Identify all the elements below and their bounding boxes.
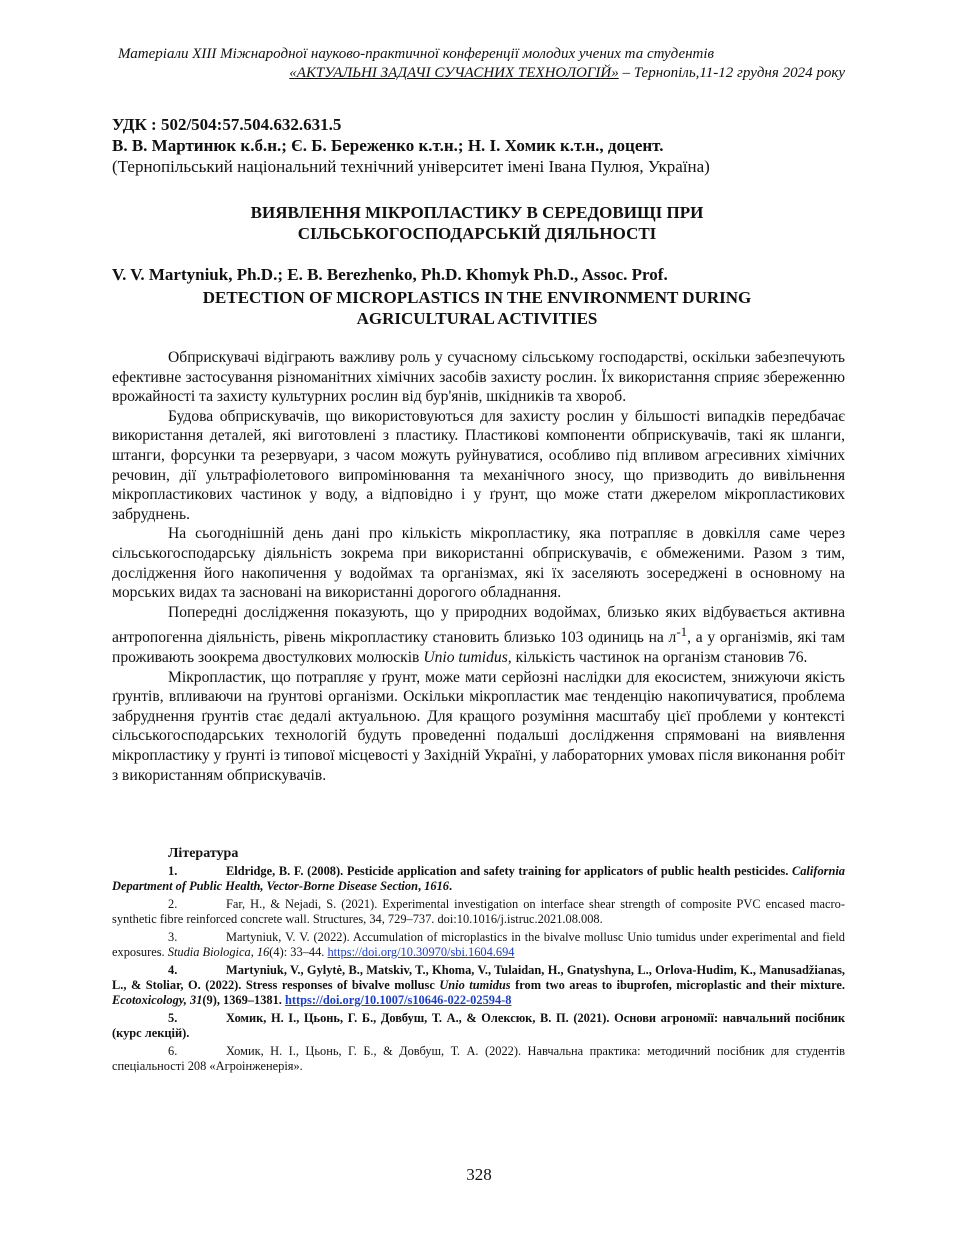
conference-header (115, 45, 845, 83)
reference-item (112, 1011, 845, 1041)
udk-code: УДК : 502/504:57.504.632.631.5 (112, 115, 342, 134)
title-ukrainian-line-1: ВИЯВЛЕННЯ МІКРОПЛАСТИКУ В СЕРЕДОВИЩІ ПРИ (250, 203, 704, 222)
species-name: Unio tumidus, (423, 649, 512, 667)
reference-text: from two areas to ibuprofen, microplastic and their mixture. (510, 978, 845, 992)
title-ukrainian-line-2: СІЛЬСЬКОГОСПОДАРСЬКІЙ ДІЯЛЬНОСТІ (297, 224, 657, 243)
reference-text: Хомик, Н. І., Цьонь, Г. Б., & Довбуш, Т. А. (2022). Навчальна практика: методичний посібник для студентів спеціальності 208 «Агроінженерія». (112, 1044, 845, 1073)
reference-journal: Ecotoxicology, 31 (112, 993, 203, 1007)
reference-number: 4. (168, 963, 178, 977)
paragraph: Мікропластик, що потрапляє у ґрунт, може мати серйозні наслідки для екосистем, знижуючи якість ґрунтів, впливаючи на ґрунтові організми. Оскільки мікропластик має тенденцію накопичуватися, проблема забруднення ґрунтів стає дедалі актуальною. Для кращого розуміння масштабу цієї проблеми у контексті сільськогосподарських технологій будуть проведенні подальші дослідження спрямовані на виявлення мікропластику у ґрунті із типової місцевості у Західній Україні, у лабораторних умовах після виконання робіт з використанням обприскувачів. (112, 668, 845, 784)
reference-volume: 1616 (424, 879, 449, 893)
doi-link[interactable]: https://doi.org/10.30970/sbi.1604.694 (327, 945, 515, 959)
species-name: Unio tumidus (439, 978, 511, 992)
reference-item (112, 930, 845, 960)
reference-journal: Studia Biologica (167, 945, 251, 959)
reference-text: . (448, 879, 453, 893)
header-line-2 (115, 64, 845, 83)
reference-text: , (250, 945, 257, 959)
reference-text: (9), 1369–1381. (202, 993, 285, 1007)
paragraph: Обприскувачі відіграють важливу роль у сучасному сільському господарстві, оскільки забезпечують ефективне застосування різноманітних хімічних засобів захисту рослин. Їх використання сприяє збереженню врожайності та захисту культурних рослин від бур'янів, шкідників та хвороб. (112, 349, 845, 406)
paragraph-text: кількість частинок на організм становив 76. (511, 649, 808, 667)
authors-ukrainian: В. В. Мартинюк к.б.н.; Є. Б. Береженко к.т.н.; Н. І. Хомик к.т.н., доцент. (112, 136, 664, 155)
article-body (112, 348, 845, 785)
page-number: 328 (466, 1165, 492, 1184)
reference-volume: 16 (256, 945, 270, 959)
authors-english: V. V. Martyniuk, Ph.D.; E. B. Berezhenko, Ph.D. Khomyk Ph.D., Assoc. Prof. (112, 265, 668, 284)
title-english-line-2: AGRICULTURAL ACTIVITIES (356, 309, 598, 328)
reference-text: Far, H., & Nejadi, S. (2021). Experimental investigation on interface shear strength of composite PVC encased macro-synthetic fibre reinforced concrete wall. Structures, 34, 729–737. doi:10.1016/j.istruc.2021.08.008. (112, 897, 845, 926)
reference-number: 5. (168, 1011, 178, 1025)
reference-text: Martyniuk, V., Gylytė, B., Matskiv, T., Khoma, V., Tulaidan, H., Gnatyshyna, L., Orlova-Hudim, K., Manusadžianas, L., & Stoliar, O. (2022). Stress responses of bivalve mollusc (112, 963, 845, 992)
title-ukrainian (112, 202, 842, 244)
reference-item (112, 897, 845, 927)
reference-text: (4): 33–44. (269, 945, 328, 959)
reference-number: 1. (168, 864, 178, 878)
reference-item (112, 963, 845, 1008)
literature-heading: Література (168, 846, 239, 861)
paragraph-text: Попередні дослідження показують, що у природних водоймах, близько яких відбувається активна антропогенна діяльність, рівень мікропластику становить близько 103 одиниць на л (112, 603, 845, 647)
affiliation: (Тернопільський національний технічний університет імені Івана Пулюя, Україна) (112, 157, 710, 176)
reference-list (112, 864, 845, 1077)
reference-number: 6. (168, 1044, 178, 1058)
reference-text: Eldridge, B. F. (2008). Pesticide application and safety training for applicators of public health pesticides. (226, 864, 792, 878)
reference-item (112, 864, 845, 894)
doi-link[interactable]: https://doi.org/10.1007/s10646-022-02594-8 (285, 993, 512, 1007)
reference-text: Хомик, Н. І., Цьонь, Г. Б., Довбуш, Т. А., & Олексюк, В. П. (2021). Основи агрономії: навчальний посібник (курс лекцій). (112, 1011, 845, 1040)
reference-item (112, 1044, 845, 1074)
conference-name: «АКТУАЛЬНІ ЗАДАЧІ СУЧАСНИХ ТЕХНОЛОГІЙ» (289, 65, 619, 81)
conference-place-date: – Тернопіль,11-12 грудня 2024 року (618, 65, 845, 81)
paragraph (112, 603, 845, 668)
paragraph: На сьогоднішній день дані про кількість мікропластику, яка потрапляє в довкілля саме через сільськогосподарську діяльність зокрема при використанні обприскувачів, є обмеженими. Разом з тим, дослідження його накопичення у водоймах та організмах, які їх заселяють зосереджені в основному на морських видах та засновані на використанні дорогого обладнання. (112, 525, 845, 602)
title-english-line-1: DETECTION OF MICROPLASTICS IN THE ENVIRONMENT DURING (202, 288, 752, 307)
reference-number: 3. (168, 930, 178, 944)
header-line-1: Матеріали XIII Міжнародної науково-практичної конференції молодих учених та студентів (118, 46, 715, 62)
title-english (112, 287, 842, 329)
reference-journal: California Department of Public Health, Vector-Borne Disease Section (112, 864, 845, 893)
reference-text: , (417, 879, 425, 893)
reference-text: Martyniuk, V. V. (2022). Accumulation of microplastics in the bivalve mollusc Unio tumidus under experimental and field exposures. (112, 930, 845, 959)
superscript: -1 (676, 624, 688, 640)
paragraph-text: , а у організмів, які там проживають зоокрема двостулкових молюсків (112, 629, 845, 667)
paragraph: Будова обприскувачів, що використовуються для захисту рослин у більшості випадків передбачає використання деталей, які виготовлені з пластику. Пластикові компоненти обприскувачів, такі як шланги, штанги, форсунки та резервуари, з часом можуть руйнуватися, особливо під впливом агресивних хімічних речовин, дії ультрафіолетового випромінювання та механічного зносу, що призводить до вивільнення мікропластикових частинок у воду, а відповідно і у ґрунт, що може стати джерелом мікропластикових забруднень. (112, 407, 845, 523)
reference-number: 2. (168, 897, 178, 911)
